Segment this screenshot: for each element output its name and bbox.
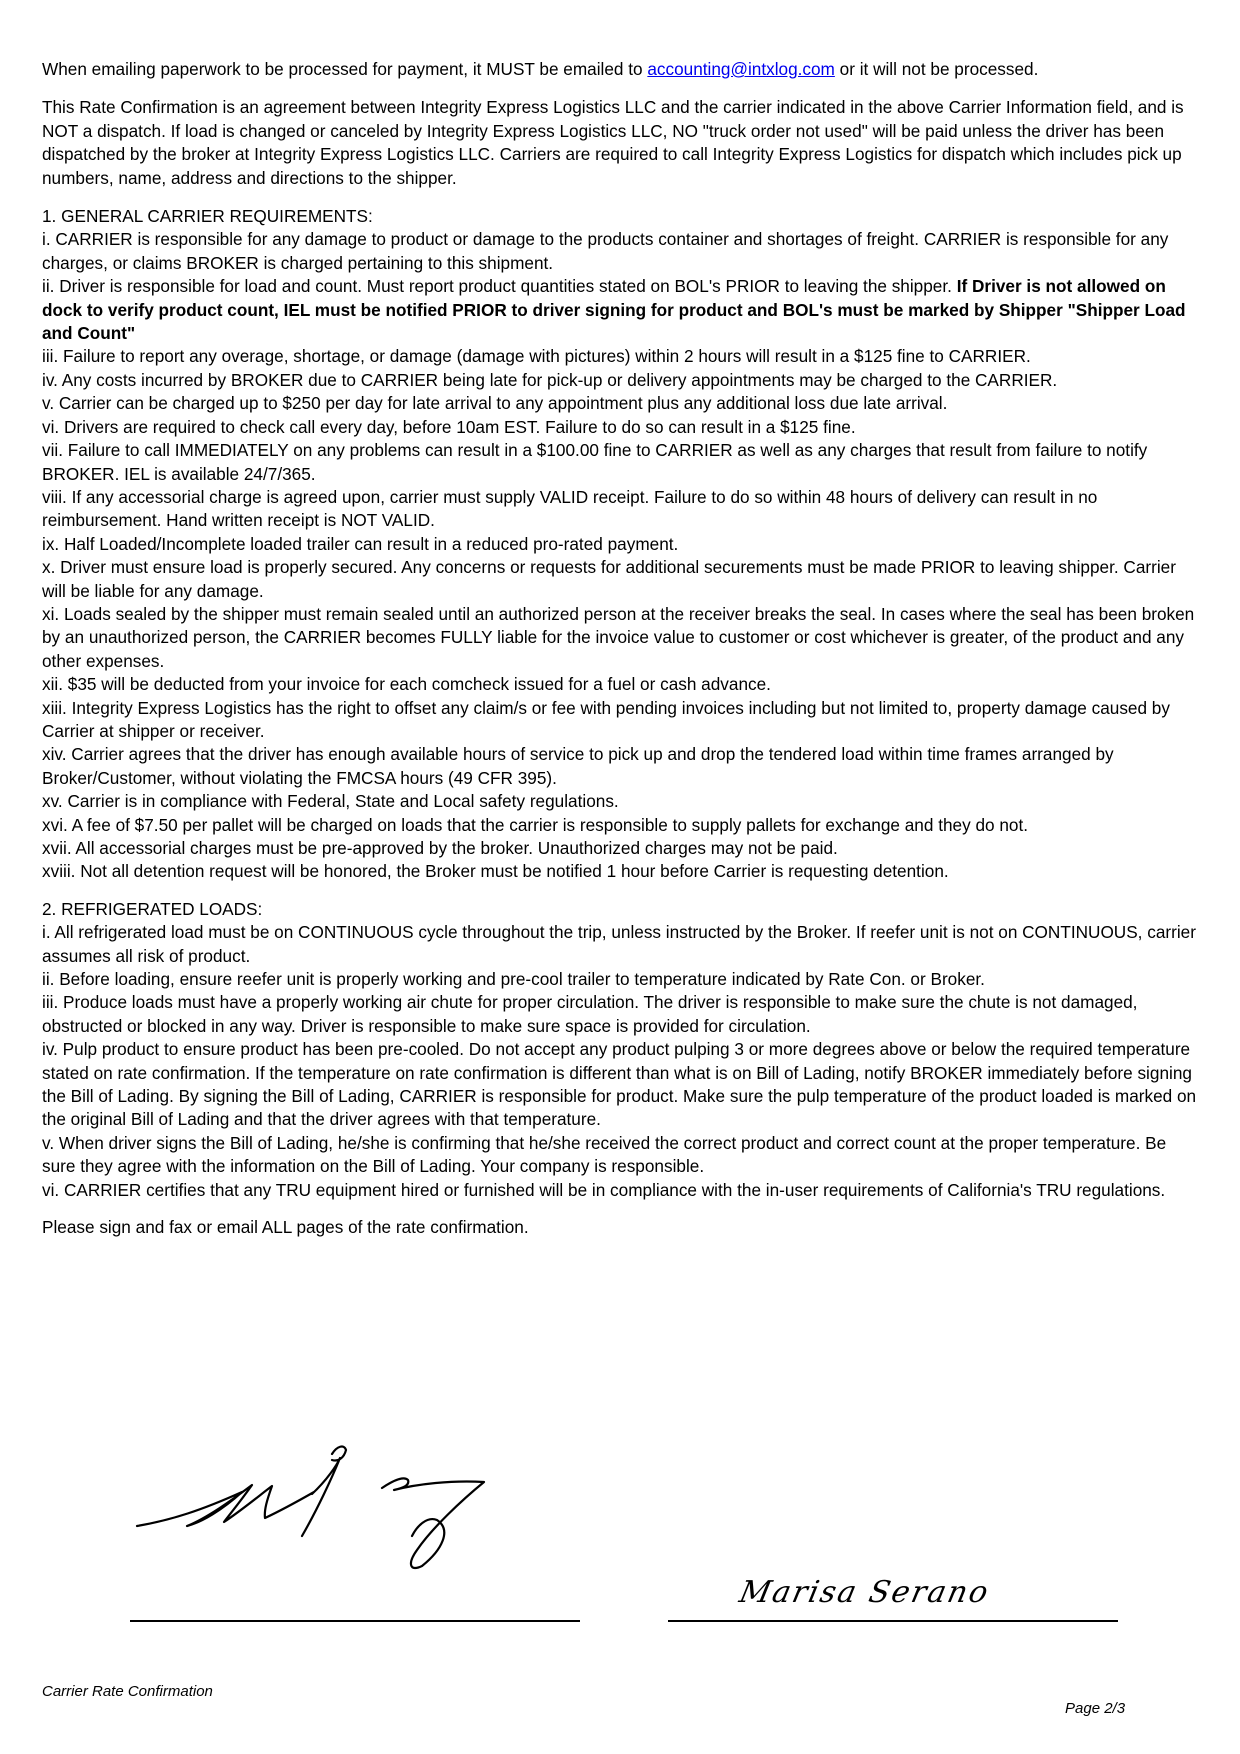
section1-item-ii-text: ii. Driver is responsible for load and count. Must report product quantities stated on BOL's PRIOR to leaving the shipper. — [42, 276, 957, 297]
section1-item: vi. Drivers are required to check call every day, before 10am EST. Failure to do so can result in a $125 fine. — [42, 416, 856, 437]
email-instruction — [42, 58, 1202, 81]
section1-list — [42, 345, 1202, 883]
footer-page-number: Page 2/3 — [1065, 1700, 1126, 1717]
section1-item-ii — [42, 275, 1202, 345]
section1-item: xiii. Integrity Express Logistics has the right to offset any claim/s or fee with pending invoices including but not limited to, property damage caused by Carrier at shipper or receiver. — [42, 697, 1170, 741]
section2-item: iv. Pulp product to ensure product has been pre-cooled. Do not accept any product pulping 3 or more degrees above or below the required temperature stated on rate confirmation. If the temperature on rate confirmation is different than what is on Bill of Lading, notify BROKER immediately before signing the Bill of Lading. By signing the Bill of Lading, CARRIER is responsible for product. Make sure the pulp temperature of the product loaded is marked on the original Bill of Lading and that the driver agrees with that temperature. — [42, 1039, 1197, 1130]
section1-item: iii. Failure to report any overage, shortage, or damage (damage with pictures) within 2 hours will result in a $125 fine to CARRIER. — [42, 346, 1031, 367]
accounting-email-link[interactable]: accounting@intxlog.com — [647, 59, 835, 79]
section2-heading: 2. REFRIGERATED LOADS: — [42, 898, 263, 919]
section2-item: iii. Produce loads must have a properly working air chute for proper circulation. The driver is responsible to make sure the chute is not damaged, obstructed or blocked in any way. Driver is responsible to make sure space is provided for circulation. — [42, 992, 1138, 1036]
agreement-paragraph: This Rate Confirmation is an agreement between Integrity Express Logistics LLC and the carrier indicated in the above Carrier Information field, and is NOT a dispatch. If load is changed or canceled by Integrity Express Logistics LLC, NO "truck order not used" will be paid unless the driver has been dispatched by the broker at Integrity Express Logistics LLC. Carriers are required to call Integrity Express Logistics for dispatch which includes pick up numbers, name, address and directions to the shipper. — [42, 97, 1184, 188]
footer-document-title: Carrier Rate Confirmation — [42, 1683, 213, 1700]
section1-item: v. Carrier can be charged up to $250 per day for late arrival to any appointment plus any additional loss due late arrival. — [42, 393, 948, 414]
section2-item: vi. CARRIER certifies that any TRU equipment hired or furnished will be in compliance with the in-user requirements of California's TRU regulations. — [42, 1179, 1166, 1200]
section1-item: x. Driver must ensure load is properly secured. Any concerns or requests for additional securements must be made PRIOR to leaving shipper. Carrier will be liable for any damage. — [42, 557, 1176, 601]
section2-item: ii. Before loading, ensure reefer unit is properly working and pre-cool trailer to temperature indicated by Rate Con. or Broker. — [42, 969, 985, 990]
document-body — [42, 58, 1202, 1240]
section1-heading: 1. GENERAL CARRIER REQUIREMENTS: — [42, 206, 373, 227]
section1-item: vii. Failure to call IMMEDIATELY on any problems can result in a $100.00 fine to CARRIER as well as any charges that result from failure to notify BROKER. IEL is available 24/7/365. — [42, 440, 1148, 484]
section1-item: xvi. A fee of $7.50 per pallet will be charged on loads that the carrier is responsible to supply pallets for exchange and they do not. — [42, 814, 1029, 835]
section1-item: viii. If any accessorial charge is agreed upon, carrier must supply VALID receipt. Failure to do so within 48 hours of delivery can result in no reimbursement. Hand written receipt is NOT VALID. — [42, 486, 1098, 531]
section1-item: xv. Carrier is in compliance with Federal, State and Local safety regulations. — [42, 791, 619, 812]
section1-item: xii. $35 will be deducted from your invoice for each comcheck issued for a fuel or cash advance. — [42, 674, 771, 695]
section2-item: v. When driver signs the Bill of Lading, he/she is confirming that he/she received the correct product and correct count at the proper temperature. Be sure they agree with the information on the Bill of Lading. Your company is responsible. — [42, 1132, 1167, 1177]
left-signature-image — [132, 1440, 572, 1600]
section1-item: xiv. Carrier agrees that the driver has enough available hours of service to pick up and drop the tendered load within time frames arranged by Broker/Customer, without violating the FMCSA hours (49 CFR 395). — [42, 744, 1114, 788]
section1-item: ix. Half Loaded/Incomplete loaded trailer can result in a reduced pro-rated payment. — [42, 533, 679, 554]
section1-item-ii-bold: If Driver is not allowed on dock to verify product count, IEL must be notified PRIOR to driver signing for product and BOL's must be marked by Shipper "Shipper Load and Count" — [42, 276, 1186, 344]
closing-instruction: Please sign and fax or email ALL pages of the rate confirmation. — [42, 1217, 529, 1238]
section2-item: i. All refrigerated load must be on CONTINUOUS cycle throughout the trip, unless instructed by the Broker. If reefer unit is not on CONTINUOUS, carrier assumes all risk of product. — [42, 922, 1196, 966]
email-instruction-before: When emailing paperwork to be processed for payment, it MUST be emailed to — [42, 59, 648, 79]
left-signature-line — [130, 1620, 580, 1622]
signature-area — [0, 1430, 1240, 1630]
right-signature-line — [668, 1620, 1118, 1622]
right-signature-name: Marisa Serano — [736, 1575, 994, 1610]
section1-item: xi. Loads sealed by the shipper must remain sealed until an authorized person at the receiver breaks the seal. In cases where the seal has been broken by an unauthorized person, the CARRIER becomes FULLY liable for the invoice value to customer or cost whichever is greater, of the product and any other expenses. — [42, 603, 1195, 671]
section1-item: xvii. All accessorial charges must be pre-approved by the broker. Unauthorized charges may not be paid. — [42, 838, 838, 858]
email-instruction-after: or it will not be processed. — [834, 59, 1039, 79]
section1-item-i: i. CARRIER is responsible for any damage to product or damage to the products container and shortages of freight. CARRIER is responsible for any charges, or claims BROKER is charged pertaining to this shipment. — [42, 229, 1169, 273]
section2-list — [42, 921, 1202, 1202]
section1-item: xviii. Not all detention request will be honored, the Broker must be notified 1 hour before Carrier is requesting detention. — [42, 861, 949, 882]
section1-item: iv. Any costs incurred by BROKER due to CARRIER being late for pick-up or delivery appointments may be charged to the CARRIER. — [42, 369, 1058, 390]
